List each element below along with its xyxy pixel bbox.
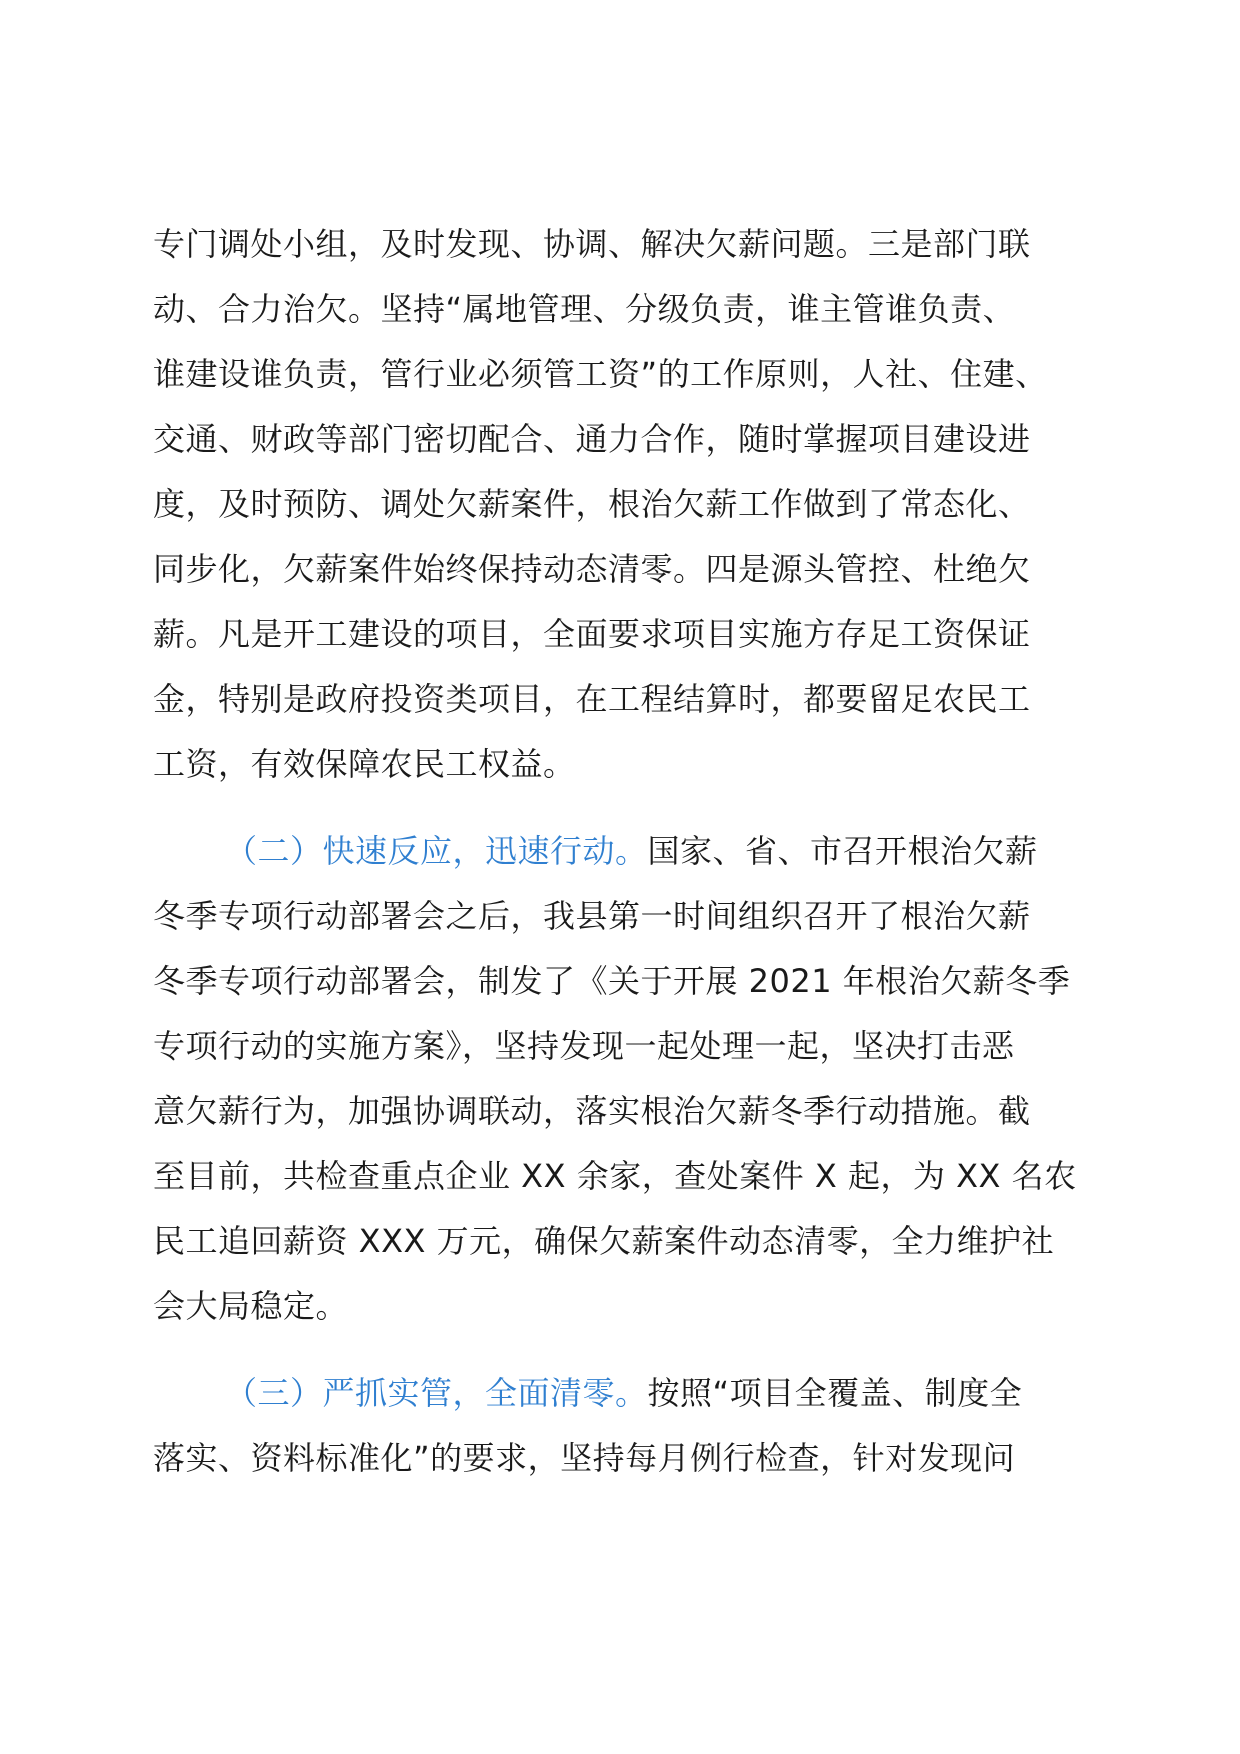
paragraph-line: 金，特别是政府投资类项目，在工程结算时，都要留足农民工 <box>153 680 1031 718</box>
paragraph-1 <box>153 212 1093 797</box>
paragraph-line: 动、合力治欠。坚持“属地管理、分级负责，谁主管谁负责、 <box>153 290 1016 328</box>
paragraph-first-line <box>153 819 1093 884</box>
paragraph-line-rest: 国家、省、市召开根治欠薪 <box>647 832 1038 870</box>
paragraph-line: 冬季专项行动部署会之后，我县第一时间组织召开了根治欠薪 <box>153 897 1031 935</box>
section-heading-2: （二）快速反应，迅速行动。 <box>225 832 648 870</box>
paragraph-line: 意欠薪行为，加强协调联动，落实根治欠薪冬季行动措施。截 <box>153 1092 1031 1130</box>
paragraph-spacer <box>153 1339 1093 1361</box>
section-heading-3: （三）严抓实管，全面清零。 <box>225 1374 648 1412</box>
paragraph-line: 交通、财政等部门密切配合、通力合作，随时掌握项目建设进 <box>153 420 1031 458</box>
paragraph-spacer <box>153 797 1093 819</box>
paragraph-line: 民工追回薪资 XXX 万元，确保欠薪案件动态清零，全力维护社 <box>153 1222 1055 1260</box>
paragraph-line: 落实、资料标准化”的要求，坚持每月例行检查，针对发现问 <box>153 1439 1016 1477</box>
paragraph-line: 度，及时预防、调处欠薪案件，根治欠薪工作做到了常态化、 <box>153 485 1031 523</box>
document-body <box>153 212 1093 1491</box>
paragraph-line: 专项行动的实施方案》，坚持发现一起处理一起，坚决打击恶 <box>153 1027 1015 1065</box>
paragraph-line: 至目前，共检查重点企业 XX 余家，查处案件 X 起，为 XX 名农 <box>153 1157 1077 1195</box>
paragraph-3 <box>153 1361 1093 1491</box>
paragraph-2 <box>153 819 1093 1339</box>
paragraph-line: 谁建设谁负责，管行业必须管工资”的工作原则，人社、住建、 <box>153 355 1048 393</box>
paragraph-line-rest: 按照“项目全覆盖、制度全 <box>647 1374 1023 1412</box>
paragraph-line: 薪。凡是开工建设的项目，全面要求项目实施方存足工资保证 <box>153 615 1031 653</box>
paragraph-line: 专门调处小组，及时发现、协调、解决欠薪问题。三是部门联 <box>153 225 1031 263</box>
paragraph-first-line <box>153 1361 1093 1426</box>
paragraph-line: 冬季专项行动部署会，制发了《关于开展 2021 年根治欠薪冬季 <box>153 962 1071 1000</box>
paragraph-line: 工资，有效保障农民工权益。 <box>153 745 576 783</box>
paragraph-line: 同步化，欠薪案件始终保持动态清零。四是源头管控、杜绝欠 <box>153 550 1031 588</box>
paragraph-line: 会大局稳定。 <box>153 1287 349 1325</box>
